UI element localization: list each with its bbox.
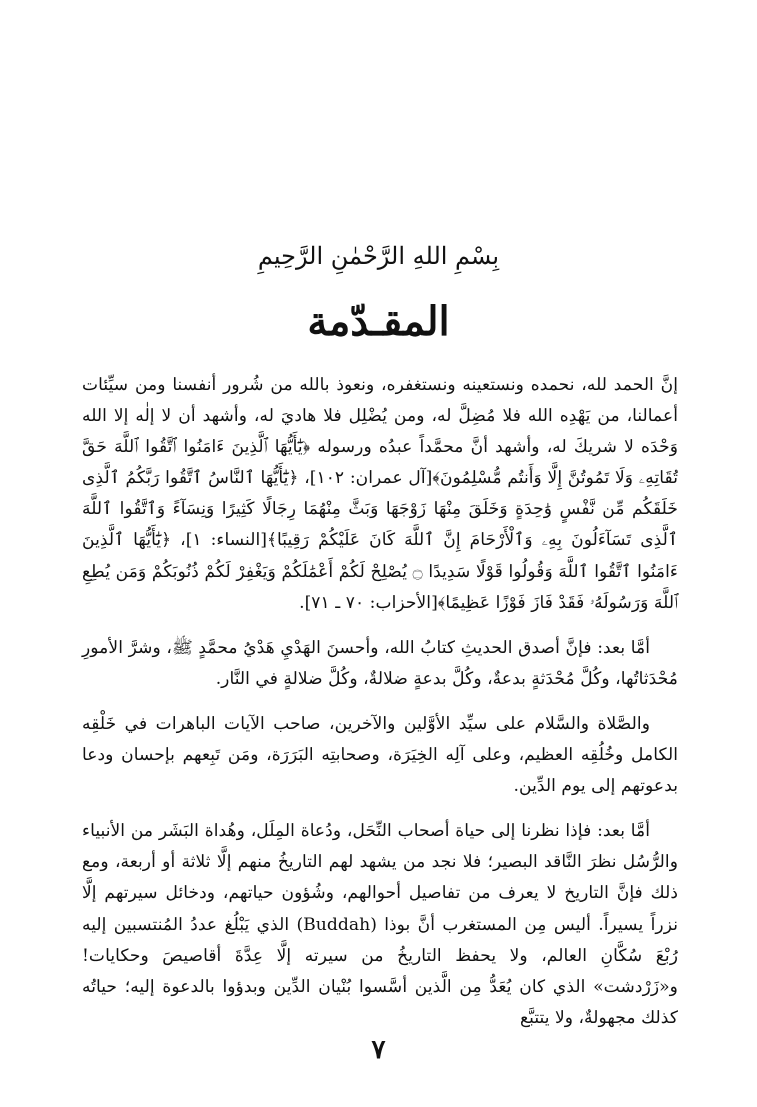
paragraph: والصَّلاة والسَّلام على سيِّد الأوَّلين والآخرين، صاحب الآيات الباهرات في خَلْقِه الكامل وخُلُقِه العظيم، وعلى آلِه الخِيَرَة، وصحابتِه البَرَرَة، ومَن تَبِعهم بإحسان ودعا بدعوتهم إلى يوم الدِّين. — [82, 713, 678, 797]
basmala: بِسْمِ اللهِ الرَّحْمٰنِ الرَّحِيمِ — [257, 242, 500, 270]
paragraph: أمَّا بعد: فإنَّ أصدق الحديثِ كتابُ الله، وأحسنَ الهَدْيِ هَدْيُ محمَّدٍ ﷺ، وشرَّ الأمورِ مُحْدَثاتُها، وكُلَّ مُحْدَثةٍ بدعةٌ، وكُلَّ بدعةٍ ضلالةٌ، وكُلَّ ضلالةٍ في النَّار. — [82, 637, 678, 689]
page-number: ٧ — [371, 1035, 386, 1065]
paragraph: أمَّا بعد: فإذا نظرنا إلى حياة أصحاب النِّحَل، ودُعاة المِلَل، وهُداة البَشَر من الأنبياء والرُّسُل نظرَ النَّاقد البصير؛ فلا نجد من يشهد لهم التاريخُ منهم إلَّا ثلاثة أو أربعة، ومع ذلك فإنَّ التاريخ لا يعرف من تفاصيل أحوالهم، وشُؤون حياتهم، ودخائل سيرتهم إلَّا نزراً يسيراً. أليس مِن المستغرب أنَّ بوذا (Buddah) الذي يَبْلُغ عددُ المُنتسبين إليه رُبْعَ سُكَّانِ العالم، ولا يحفظ التاريخُ من سيرته إلَّا عِدَّةَ أقاصيصَ وحكايات! و«زَرْدشت» الذي كان يُعَدُّ مِن الَّذين أسَّسوا بُنْيان الدِّين وبدؤوا بالدعوة إليه؛ حياتُه كذلك مجهولةٌ، ولا يتتبَّع — [82, 821, 678, 1028]
paragraph: إنَّ الحمد لله، نحمده ونستعينه ونستغفره، ونعوذ بالله من شُرور أنفسنا ومن سيِّئات أعمالنا، من يَهْدِه الله فلا مُضِلَّ له، ومن يُضْلِل فلا هاديَ له، وأشهد أن لا إلٰه إلا الله وَحْدَه لا شريكَ له، وأشهد أنَّ محمَّداً عبدُه ورسوله ﴿يَٰٓأَيُّهَا ٱلَّذِينَ ءَامَنُوا ٱتَّقُوا ٱللَّهَ حَقَّ تُقَاتِهِۦ وَلَا تَمُوتُنَّ إِلَّا وَأَنتُم مُّسْلِمُونَ﴾[آل عمران: ١٠٢]، ﴿يَٰٓأَيُّهَا ٱلنَّاسُ ٱتَّقُوا رَبَّكُمُ ٱلَّذِى خَلَقَكُم مِّن نَّفْسٍ وَٰحِدَةٍ وَخَلَقَ مِنْهَا زَوْجَهَا وَبَثَّ مِنْهُمَا رِجَالًا كَثِيرًا وَنِسَآءً وَٱتَّقُوا ٱللَّهَ ٱلَّذِى تَسَآءَلُونَ بِهِۦ وَٱلْأَرْحَامَ إِنَّ ٱللَّهَ كَانَ عَلَيْكُمْ رَقِيبًا﴾[النساء: ١]، ﴿يَٰٓأَيُّهَا ٱلَّذِينَ ءَامَنُوا ٱتَّقُوا ٱللَّهَ وَقُولُوا قَوْلًا سَدِيدًا ۝ يُصْلِحْ لَكُمْ أَعْمَٰلَكُمْ وَيَغْفِرْ لَكُمْ ذُنُوبَكُمْ وَمَن يُطِعِ ٱللَّهَ وَرَسُولَهُۥ فَقَدْ فَازَ فَوْزًا عَظِيمًا﴾[الأحزاب: ٧٠ ـ ٧١]. — [82, 375, 678, 613]
page-title: المقـدّمة — [307, 298, 450, 345]
body-text — [82, 370, 678, 1048]
